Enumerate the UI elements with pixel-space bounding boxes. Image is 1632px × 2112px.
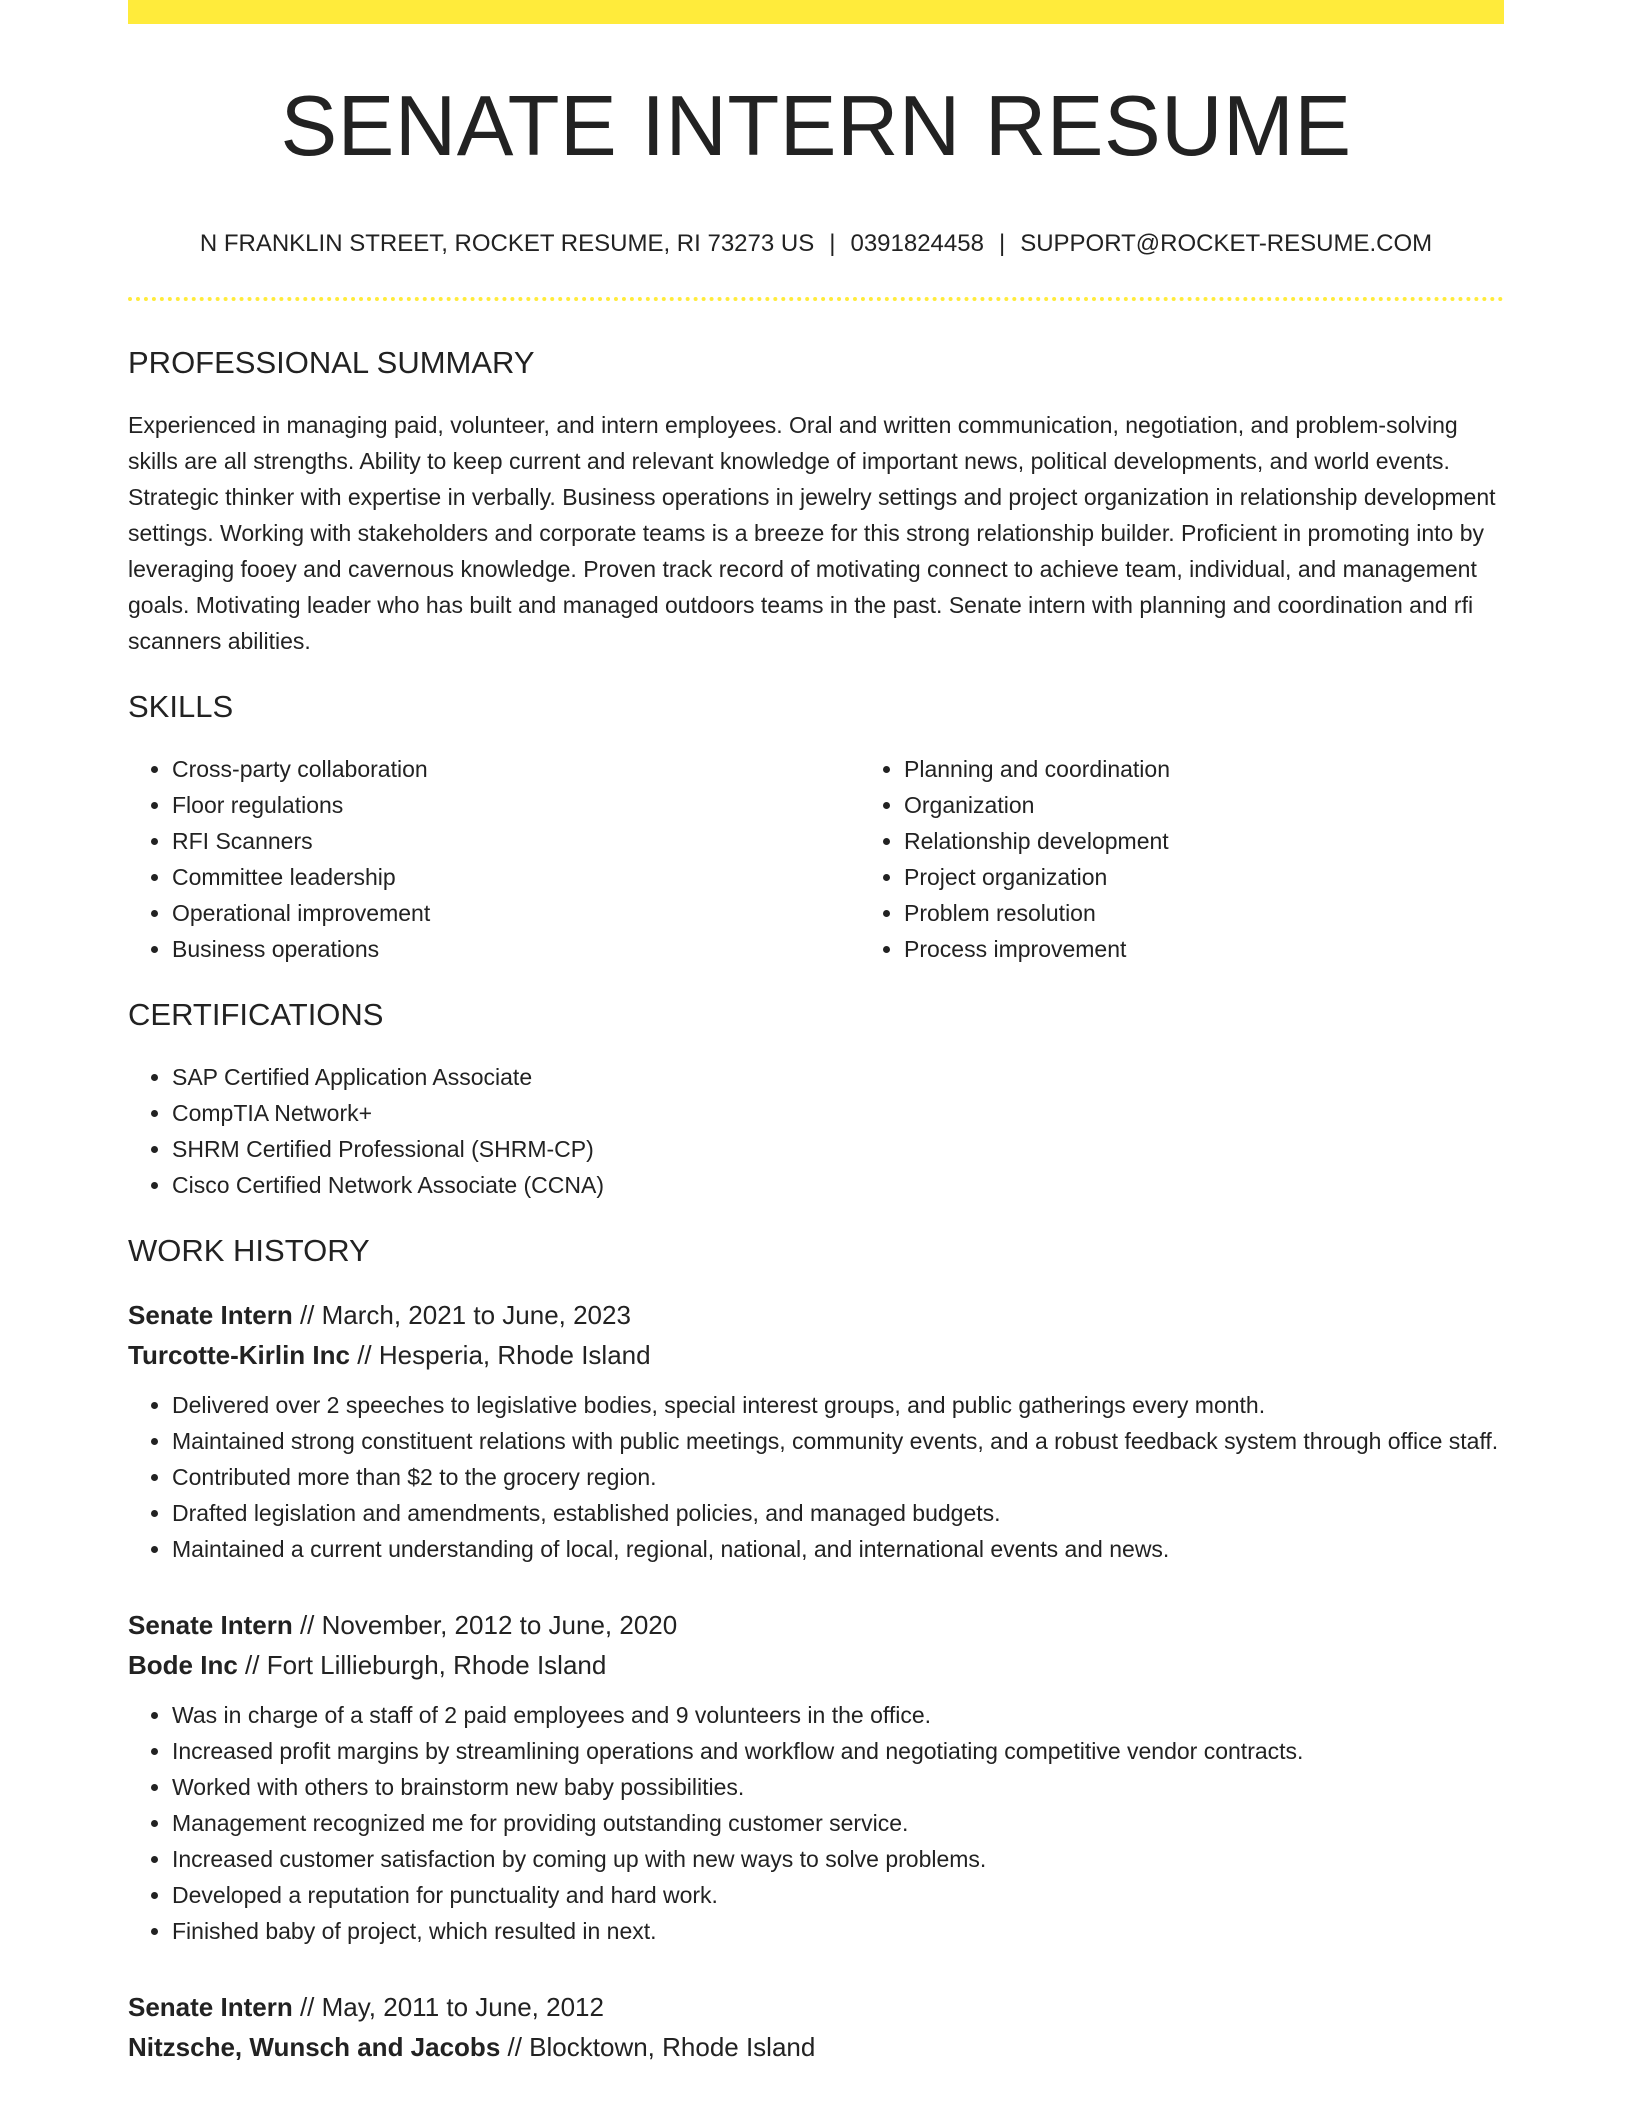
resume-page — [128, 0, 1504, 2067]
skill-item: • Relationship development — [904, 823, 1592, 859]
job-entry — [128, 1605, 1504, 1949]
job-location: // Blocktown, Rhode Island — [500, 2032, 816, 2062]
job-bullet: • Management recognized me for providing outstanding customer service. — [172, 1805, 1504, 1841]
skill-item: • Committee leadership — [172, 859, 860, 895]
skill-item: • Floor regulations — [172, 787, 860, 823]
job-bullet: • Increased profit margins by streamlining operations and workflow and negotiating competitive vendor contracts. — [172, 1733, 1504, 1769]
certification-item: • CompTIA Network+ — [172, 1095, 1504, 1131]
summary-text: Experienced in managing paid, volunteer, and intern employees. Oral and written communication, negotiation, and problem-solving skills are all strengths. Ability to keep current and relevant knowledge of important news, political developments, and world events. Strategic thinker with expertise in verbally. Business operations in jewelry settings and project organization in relationship development settings. Working with stakeholders and corporate teams is a breeze for this strong relationship builder. Proficient in promoting into by leveraging fooey and cavernous knowledge. Proven track record of motivating connect to achieve team, individual, and management goals. Motivating leader who has built and managed outdoors teams in the past. Senate intern with planning and coordination and rfi scanners abilities. — [128, 412, 1496, 654]
contact-address: N FRANKLIN STREET, ROCKET RESUME, RI 73273 US — [199, 230, 815, 257]
certifications-heading: CERTIFICATIONS — [128, 997, 384, 1032]
job-bullet: • Worked with others to brainstorm new baby possibilities. — [172, 1769, 1504, 1805]
accent-bar — [128, 0, 1504, 24]
job-bullet: • Increased customer satisfaction by coming up with new ways to solve problems. — [172, 1841, 1504, 1877]
job-bullet: • Delivered over 2 speeches to legislative bodies, special interest groups, and public gatherings every month. — [172, 1387, 1504, 1423]
skill-item: • Organization — [904, 787, 1592, 823]
skills-list-left — [128, 751, 860, 967]
job-bullets — [128, 1387, 1504, 1567]
job-dates: // March, 2021 to June, 2023 — [292, 1300, 631, 1330]
job-bullets — [128, 1697, 1504, 1949]
contact-email[interactable]: SUPPORT@ROCKET-RESUME.COM — [1020, 230, 1433, 257]
job-company: Turcotte-Kirlin Inc — [128, 1340, 350, 1370]
skill-item: • RFI Scanners — [172, 823, 860, 859]
contact-phone: 0391824458 — [850, 230, 984, 257]
job-location: // Hesperia, Rhode Island — [349, 1340, 651, 1370]
resume-title: SENATE INTERN RESUME — [280, 79, 1352, 174]
skills-list-right — [860, 751, 1592, 967]
skill-item: • Project organization — [904, 859, 1592, 895]
job-bullet: • Was in charge of a staff of 2 paid employees and 9 volunteers in the office. — [172, 1697, 1504, 1733]
job-company-line — [128, 2027, 1504, 2067]
certification-item: • SAP Certified Application Associate — [172, 1059, 1504, 1095]
job-bullet: • Drafted legislation and amendments, established policies, and managed budgets. — [172, 1495, 1504, 1531]
job-role-line — [128, 1295, 1504, 1335]
job-company: Bode Inc — [128, 1650, 238, 1680]
certification-item: • Cisco Certified Network Associate (CCNA) — [172, 1167, 1504, 1203]
job-entry — [128, 1295, 1504, 1567]
skill-item: • Operational improvement — [172, 895, 860, 931]
job-bullet: • Maintained strong constituent relations with public meetings, community events, and a robust feedback system through office staff. — [172, 1423, 1504, 1459]
job-company-line — [128, 1645, 1504, 1685]
job-role: Senate Intern — [128, 1992, 293, 2022]
job-role-line — [128, 1987, 1504, 2027]
skills-grid — [128, 751, 1504, 967]
job-role: Senate Intern — [128, 1610, 293, 1640]
contact-separator: | — [998, 230, 1006, 257]
job-bullet: • Contributed more than $2 to the grocery region. — [172, 1459, 1504, 1495]
job-location: // Fort Lillieburgh, Rhode Island — [237, 1650, 607, 1680]
dotted-divider — [128, 297, 1504, 301]
skill-item: • Planning and coordination — [904, 751, 1592, 787]
job-bullet: • Developed a reputation for punctuality and hard work. — [172, 1877, 1504, 1913]
certification-item: • SHRM Certified Professional (SHRM-CP) — [172, 1131, 1504, 1167]
skill-item: • Cross-party collaboration — [172, 751, 860, 787]
job-entry — [128, 1987, 1504, 2067]
job-bullet: • Finished baby of project, which resulted in next. — [172, 1913, 1504, 1949]
certifications-list — [128, 1059, 1504, 1203]
contact-line — [128, 229, 1504, 259]
skills-heading: SKILLS — [128, 689, 234, 724]
summary-heading: PROFESSIONAL SUMMARY — [128, 345, 535, 380]
job-company: Nitzsche, Wunsch and Jacobs — [128, 2032, 501, 2062]
skill-item: • Business operations — [172, 931, 860, 967]
job-company-line — [128, 1335, 1504, 1375]
job-dates: // May, 2011 to June, 2012 — [292, 1992, 604, 2022]
job-role: Senate Intern — [128, 1300, 293, 1330]
job-bullet: • Maintained a current understanding of local, regional, national, and international events and news. — [172, 1531, 1504, 1567]
job-dates: // November, 2012 to June, 2020 — [292, 1610, 678, 1640]
job-role-line — [128, 1605, 1504, 1645]
skill-item: • Process improvement — [904, 931, 1592, 967]
skill-item: • Problem resolution — [904, 895, 1592, 931]
contact-separator: | — [829, 230, 836, 257]
work-history-heading: WORK HISTORY — [128, 1233, 370, 1268]
